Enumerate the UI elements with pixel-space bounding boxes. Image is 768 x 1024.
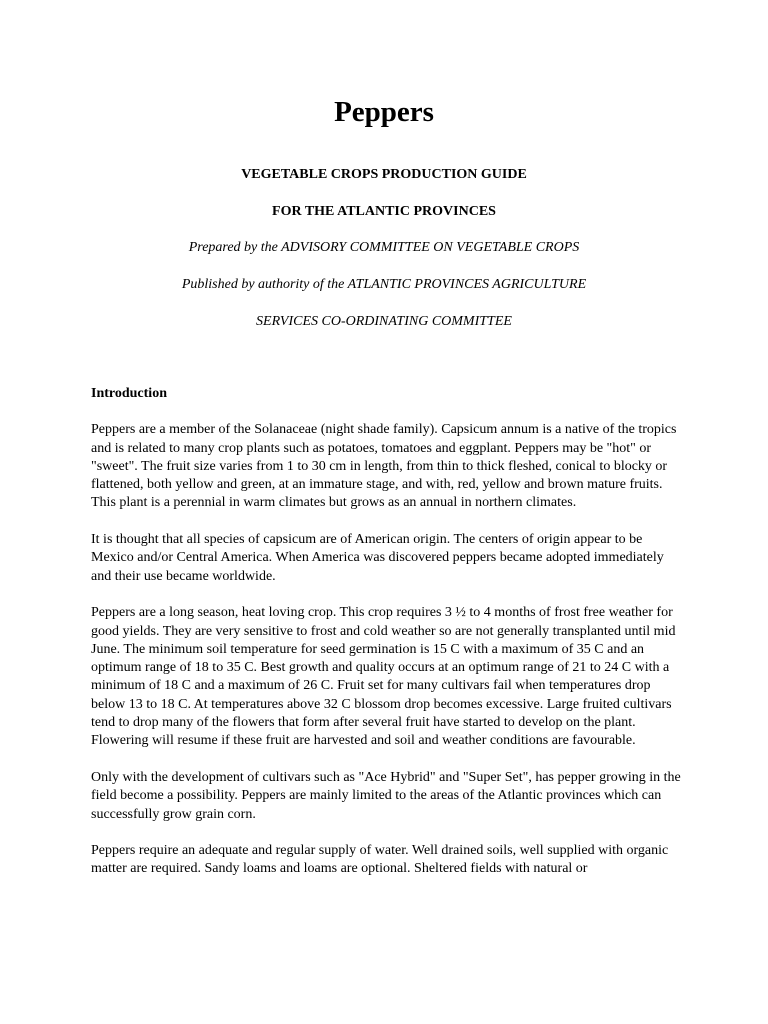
prepared-by-line: Prepared by the ADVISORY COMMITTEE ON VEGETABLE CROPS (188, 240, 580, 255)
paragraph: Peppers are a member of the Solanaceae (night shade family). Capsicum annum is a native of the tropics and is related to many crop plants such as potatoes, tomatoes and eggplant. Peppers may be "hot" or "sweet". The fruit size varies from 1 to 30 cm in length, from thin to thick fleshed, conical to blocky or flattened, both yellow and green, at an immature stage, and with, red, yellow and brown mature fruits. This plant is a perennial in warm climates but grows as an annual in northern climates. (91, 422, 677, 511)
document-body (91, 385, 687, 897)
paragraph: Peppers require an adequate and regular supply of water. Well drained soils, well supplied with organic matter are required. Sandy loams and loams are optional. Sheltered fields with natural or (91, 843, 669, 877)
paragraph: Only with the development of cultivars such as "Ace Hybrid" and "Super Set", has pepper growing in the field become a possibility. Peppers are mainly limited to the areas of the Atlantic provinces which can successfully grow grain corn. (91, 769, 681, 822)
paragraph: It is thought that all species of capsicum are of American origin. The centers of origin appear to be Mexico and/or Central America. When America was discovered peppers became adopted immediately and their use became worldwide. (91, 532, 664, 584)
region-subtitle: FOR THE ATLANTIC PROVINCES (272, 204, 496, 219)
document-title: Peppers (334, 96, 434, 128)
guide-subtitle: VEGETABLE CROPS PRODUCTION GUIDE (241, 167, 527, 182)
introduction-heading: Introduction (91, 386, 167, 401)
committee-line: SERVICES CO-ORDINATING COMMITTEE (256, 314, 512, 329)
published-by-line: Published by authority of the ATLANTIC PROVINCES AGRICULTURE (181, 277, 587, 292)
paragraph: Peppers are a long season, heat loving crop. This crop requires 3 ½ to 4 months of frost free weather for good yields. They are very sensitive to frost and cold weather so are not generally transplanted until mid June. The minimum soil temperature for seed germination is 15 C with a maximum of 35 C and an optimum range of 18 to 35 C. Best growth and quality occurs at an optimum range of 21 to 24 C with a minimum of 18 C and a maximum of 26 C. Fruit set for many cultivars fail when temperatures drop below 13 to 18 C. At temperatures above 32 C blossom drop becomes excessive. Large fruited cultivars tend to drop many of the flowers that form after several fruit have started to develop on the plant. Flowering will resume if these fruit are harvested and soil and weather conditions are favourable. (91, 605, 676, 749)
